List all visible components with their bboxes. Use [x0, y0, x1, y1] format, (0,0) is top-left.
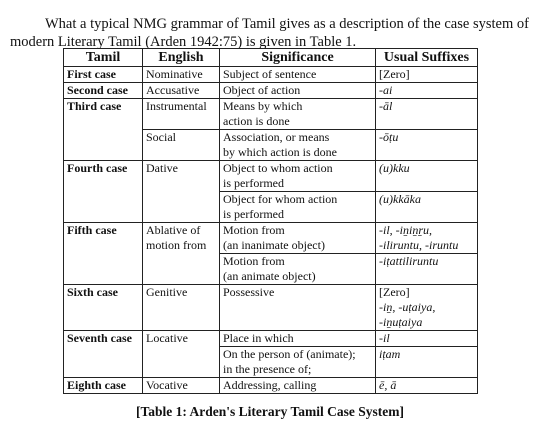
- suffixes: [376, 223, 478, 254]
- significance: [220, 130, 376, 161]
- suffix-line: ē, ā: [379, 378, 397, 392]
- suffixes: [376, 254, 478, 285]
- case-name: Seventh case: [64, 331, 143, 378]
- header-suffixes: Usual Suffixes: [376, 49, 478, 67]
- english-name: Genitive: [143, 285, 220, 331]
- suffixes: [376, 347, 478, 378]
- case-name: Second case: [64, 83, 143, 99]
- table-row: [64, 378, 478, 394]
- significance-line: Possessive: [223, 285, 275, 299]
- significance: [220, 223, 376, 254]
- english-name: Social: [143, 130, 220, 161]
- significance: [220, 83, 376, 99]
- suffixes: [376, 192, 478, 223]
- significance-line: Motion from: [223, 254, 285, 268]
- significance: [220, 347, 376, 378]
- suffixes: [376, 285, 478, 331]
- significance-line: Means by which: [223, 99, 303, 113]
- english-name: Dative: [143, 161, 220, 223]
- suffix-line: -iliruntu, -iruntu: [379, 238, 459, 252]
- significance-line: in the presence of;: [223, 362, 312, 376]
- significance: [220, 161, 376, 192]
- significance-line: (an animate object): [223, 269, 316, 283]
- significance: [220, 285, 376, 331]
- header-tamil: Tamil: [64, 49, 143, 67]
- case-name: Fifth case: [64, 223, 143, 285]
- significance-line: Subject of sentence: [223, 67, 317, 81]
- english-name: Vocative: [143, 378, 220, 394]
- significance-line: Motion from: [223, 223, 285, 237]
- suffix-line: (u)kku: [379, 161, 410, 175]
- header-english: English: [143, 49, 220, 67]
- suffixes: [376, 331, 478, 347]
- case-name: Third case: [64, 99, 143, 161]
- table-header-row: [64, 49, 478, 67]
- significance-line: by which action is done: [223, 145, 337, 159]
- english-name: Accusative: [143, 83, 220, 99]
- suffix-line: (u)kkāka: [379, 192, 421, 206]
- header-significance: Significance: [220, 49, 376, 67]
- suffix-line: -iṉuṭaiya: [379, 315, 423, 329]
- suffix-line: iṭam: [379, 347, 401, 361]
- significance-line: (an inanimate object): [223, 238, 325, 252]
- significance-line: Object for whom action: [223, 192, 338, 206]
- significance-line: Addressing, calling: [223, 378, 317, 392]
- english-name: Nominative: [143, 67, 220, 83]
- case-name: Sixth case: [64, 285, 143, 331]
- table-row: [64, 67, 478, 83]
- case-name: Eighth case: [64, 378, 143, 394]
- table-row: [64, 331, 478, 347]
- suffix-line: -āl: [379, 99, 393, 113]
- case-name: Fourth case: [64, 161, 143, 223]
- english-name: Ablative of motion from: [143, 223, 220, 285]
- significance-line: On the person of (animate);: [223, 347, 356, 361]
- significance-line: Object to whom action: [223, 161, 333, 175]
- significance: [220, 99, 376, 130]
- suffixes: [376, 83, 478, 99]
- significance-line: is performed: [223, 176, 284, 190]
- significance-line: action is done: [223, 114, 290, 128]
- suffixes: [376, 378, 478, 394]
- case-table: [63, 48, 478, 394]
- english-name: Locative: [143, 331, 220, 378]
- table-row: [64, 83, 478, 99]
- significance-line: Association, or means: [223, 130, 330, 144]
- suffix-line: -il, -iṉiṉṟu,: [379, 223, 432, 237]
- suffix-line: -il: [379, 331, 390, 345]
- significance-line: Object of action: [223, 83, 301, 97]
- table-row: [64, 285, 478, 331]
- significance: [220, 254, 376, 285]
- suffix-line: -ōṭu: [379, 130, 399, 144]
- table-caption: [Table 1: Arden's Literary Tamil Case System]: [136, 404, 404, 419]
- suffix-line: -ai: [379, 83, 393, 97]
- case-name: First case: [64, 67, 143, 83]
- significance-line: Place in which: [223, 331, 294, 345]
- table-row: [64, 161, 478, 192]
- significance: [220, 67, 376, 83]
- table-row: [64, 223, 478, 254]
- suffix-line: -iṉ, -uṭaiya,: [379, 300, 436, 314]
- table-row: [64, 99, 478, 130]
- intro-paragraph: What a typical NMG grammar of Tamil gives as a description of the case system of modern Literary Tamil (Arden 1942:75) is given in Table 1.: [10, 15, 529, 50]
- significance: [220, 331, 376, 347]
- suffix-line: -iṭattiliruntu: [379, 254, 439, 268]
- suffixes: [376, 161, 478, 192]
- suffixes: [376, 67, 478, 83]
- significance: [220, 378, 376, 394]
- english-name: Instrumental: [143, 99, 220, 130]
- suffix-line: [Zero]: [379, 67, 410, 81]
- suffix-line: [Zero]: [379, 285, 410, 299]
- suffixes: [376, 130, 478, 161]
- suffixes: [376, 99, 478, 130]
- significance-line: is performed: [223, 207, 284, 221]
- significance: [220, 192, 376, 223]
